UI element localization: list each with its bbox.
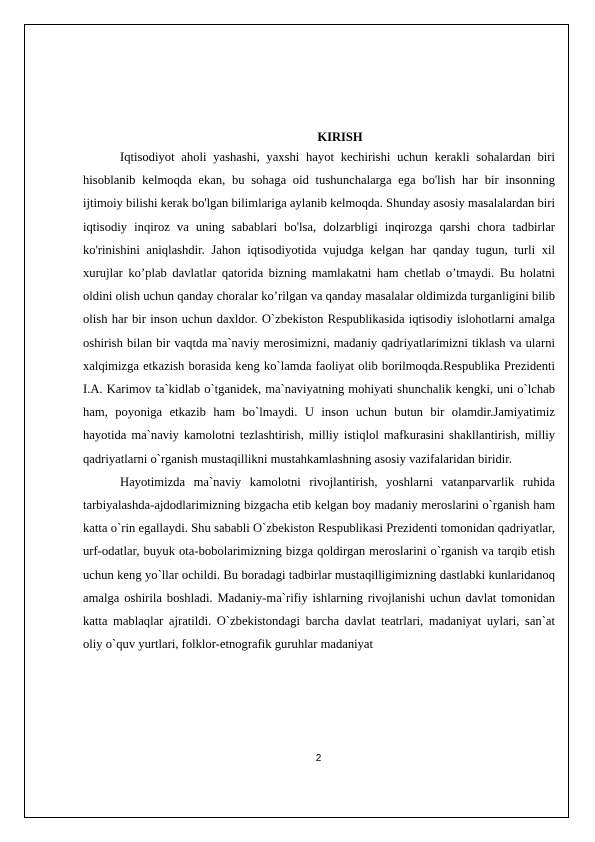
paragraph-2: Hayotimizda ma`naviy kamolotni rivojlantirish, yoshlarni vatanparvarlik ruhida tarbiyalashda-ajdodlarimizning bizgacha etib kelgan boy madaniy meroslarini o`rganish ham katta o`rin egallaydi. Shu sababli O`zbekiston Respublikasi Prezidenti tomonidan qadriyatlar, urf-odatlar, buyuk ota-bobolarimizning bizga qoldirgan meroslarini o`rganish va tarqib etish uchun keng yo`llar ochildi. Bu boradagi tadbirlar mustaqilligimizning dastlabki kunlaridanoq amalga oshirila boshladi. Madaniy-ma`rifiy ishlarning rivojlanishi uchun davlat tomonidan katta mablaqlar ajratildi. O`zbekistondagi barcha davlat teatrlari, madaniyat uylari, san`at oliy o`quv yurtlari, folklor-etnografik guruhlar madaniyat [83, 474, 555, 652]
section-title: KIRISH [317, 130, 363, 144]
paragraph-1: Iqtisodiyot aholi yashashi, yaxshi hayot kechirishi uchun kerakli sohalardan biri hisoblanib kelmoqda ekan, bu sohaga oid tushunchalarga ega bo'lish har bir insonning ijtimoiy bilishi kerak bo'lgan bilimlariga aylanib kelmoqda. Shunday asosiy masalalardan biri iqtisodiy inqiroz va uning sabablari bo'lsa, dolzarbligi inqirozga qarshi chora tadbirlar ko'rinishini aniqlashdir. Jahon iqtisodiyotida vujudga kelgan har qanday tugun, turli xil xurujlar ko’plab davlatlar qatorida bizning mamlakatni ham chetlab o’tmaydi. Bu holatni oldini olish uchun qanday choralar ko’rilgan va qanday masalalar oldimizda turganligini bilib olish har bir inson uchun daxldor. O`zbekiston Respublikasida iqtisodiy islohotlarni amalga oshirish bilan bir vaqtda ma`naviy merosimizni, madaniy qadriyatlarimizni tiklash va ularni xalqimizga etkazish borasida keng ko`lamda faoliyat olib borilmoqda.Respublika Prezidenti I.A. Karimov ta`kidlab o`tganidek, ma`naviyatning mohiyati shunchalik kengki, uni o`lchab ham, poyoniga etkazib ham bo`lmaydi. U inson uchun butun bir olamdir.Jamiyatimiz hayotida ma`naviy kamolotni tezlashtirish, milliy istiqlol mafkurasini shakllantirish, milliy qadriyatlarni o`rganish mustaqillikni mustahkamlashning asosiy vazifalaridan biridir. [83, 150, 555, 466]
document-body [83, 130, 555, 656]
page-number: 2 [315, 753, 322, 764]
